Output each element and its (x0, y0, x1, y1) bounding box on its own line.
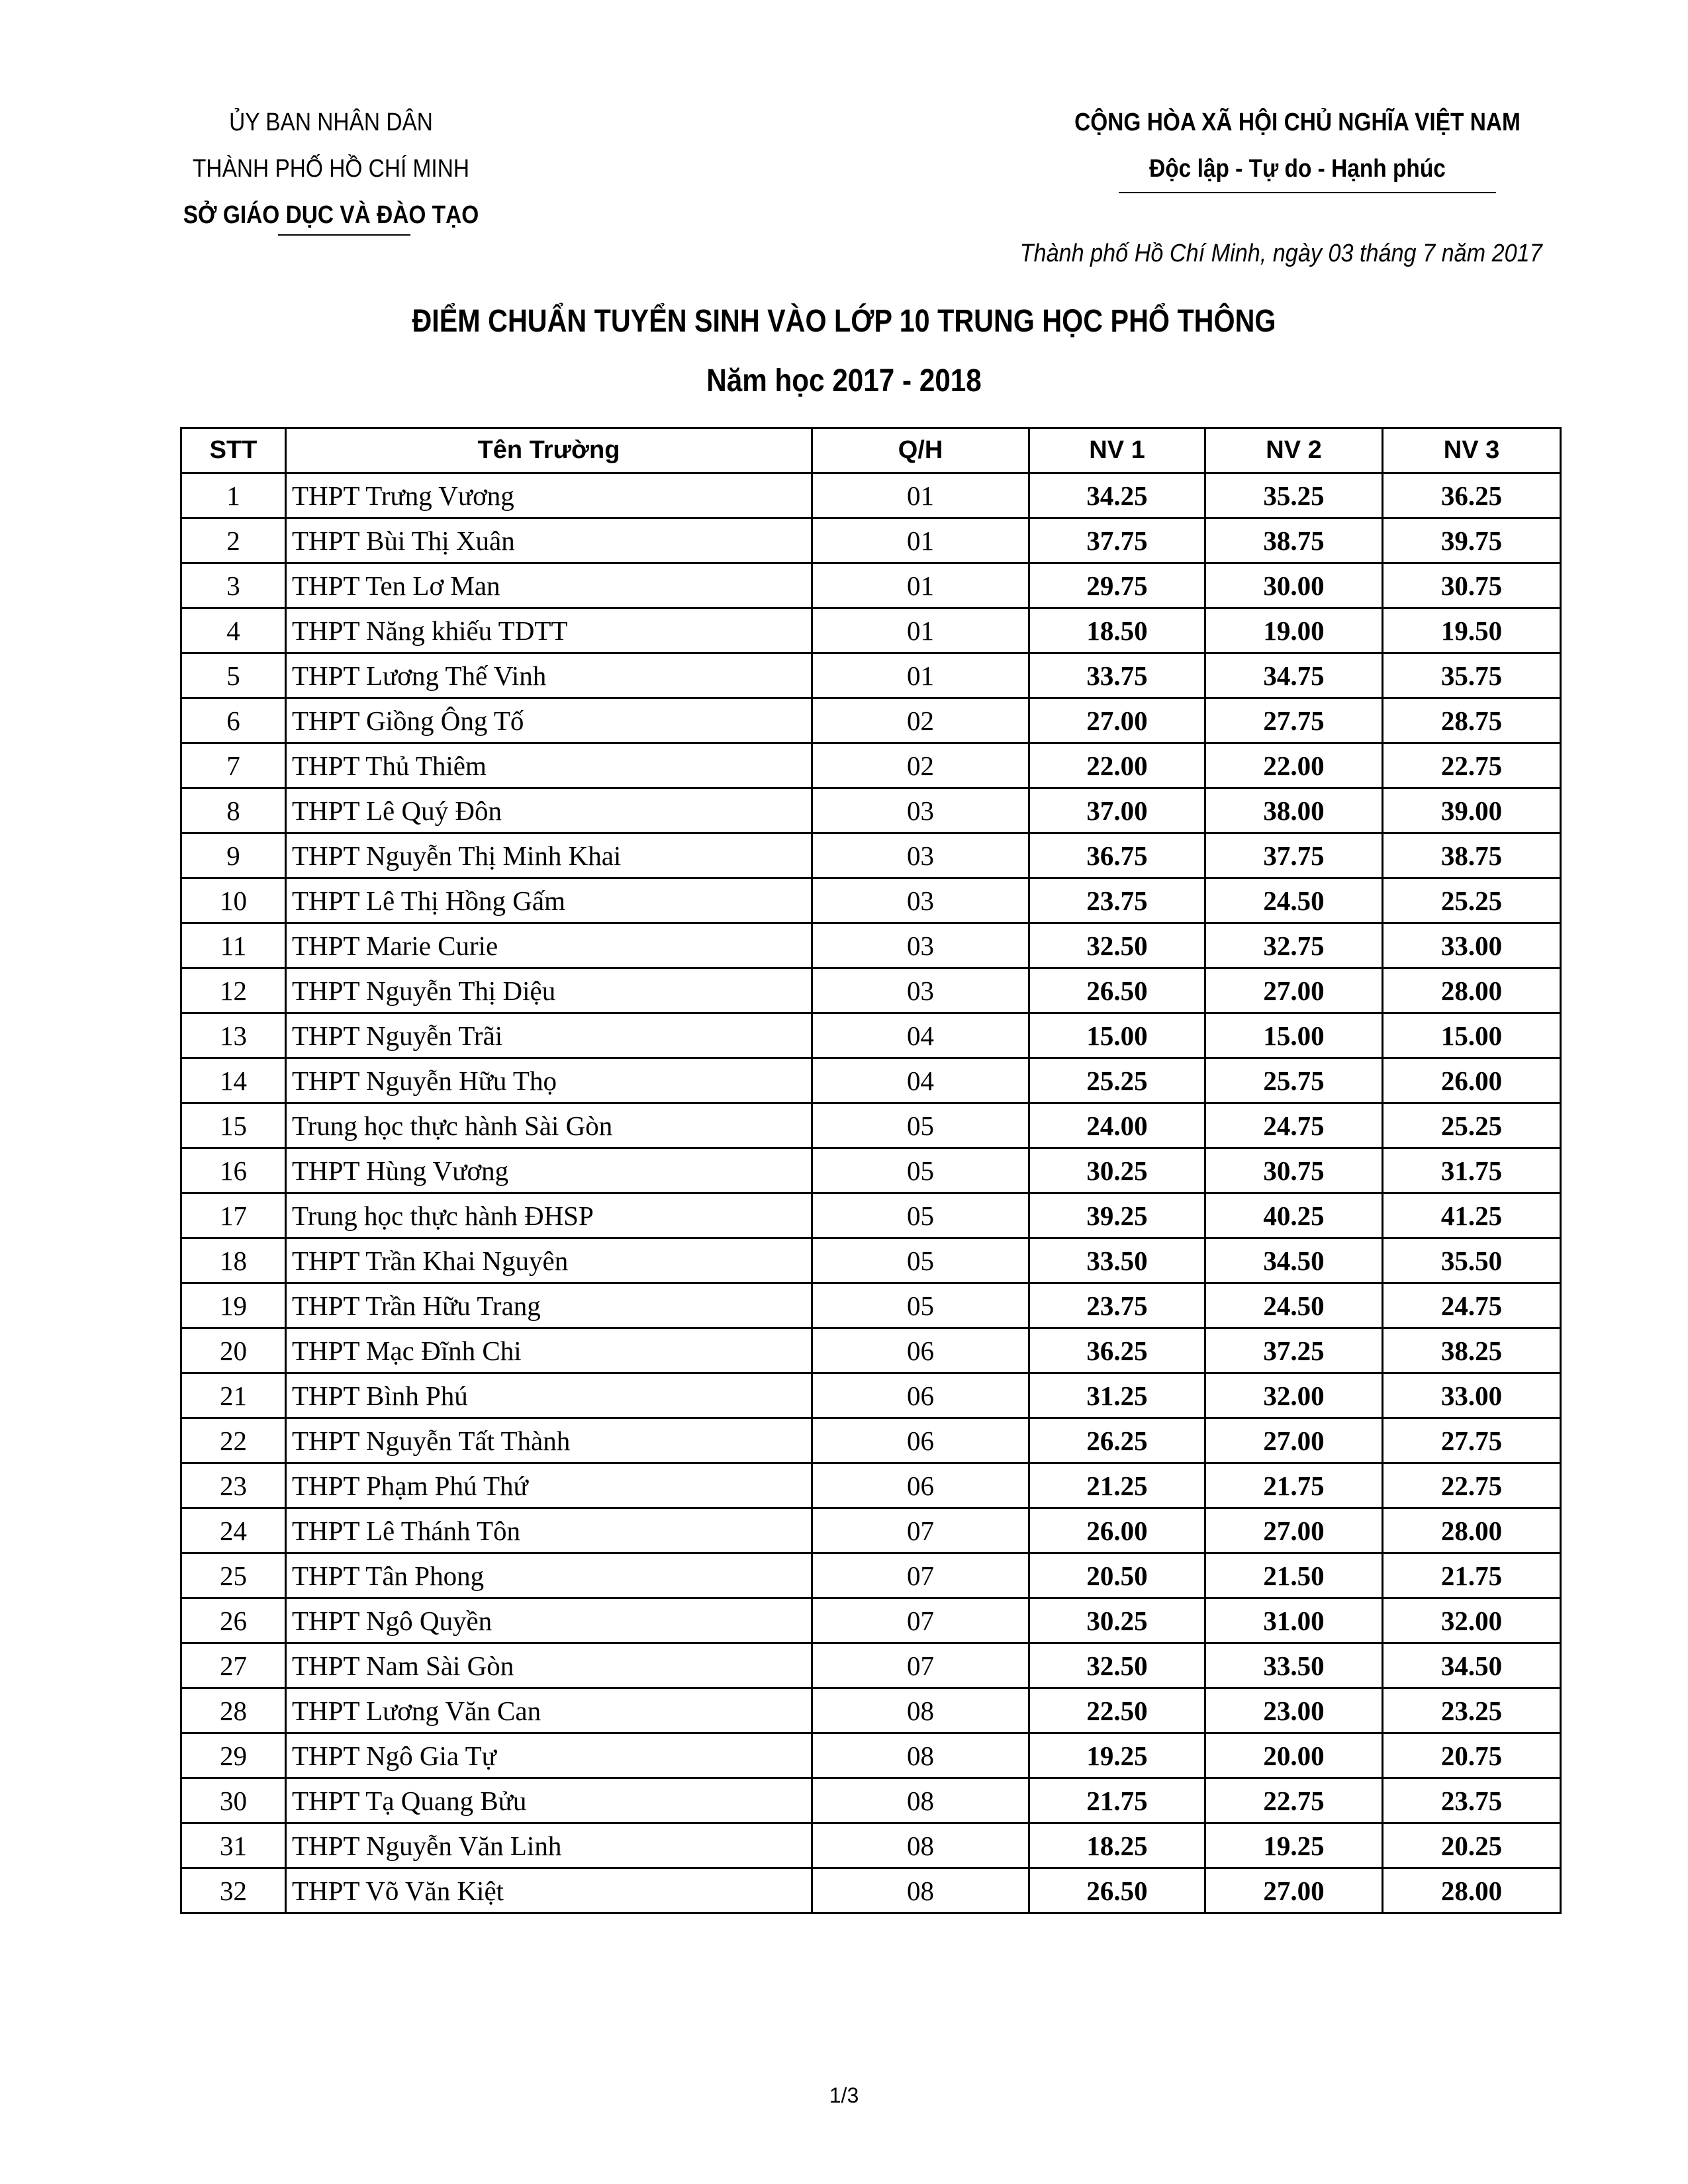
row-nv3: 33.00 (1383, 1373, 1561, 1418)
row-nv3: 38.75 (1383, 833, 1561, 878)
table-row (181, 1103, 1561, 1148)
row-stt: 31 (181, 1823, 286, 1868)
row-nv2: 31.00 (1205, 1598, 1383, 1643)
row-nv1: 30.25 (1029, 1148, 1205, 1193)
authority-line-1: ỦY BAN NHÂN DÂN (229, 109, 433, 136)
row-district: 01 (812, 563, 1029, 608)
header-nv3: NV 3 (1383, 428, 1561, 473)
row-nv2: 25.75 (1205, 1058, 1383, 1103)
row-nv1: 33.75 (1029, 653, 1205, 698)
table-row (181, 1643, 1561, 1688)
document-subtitle: Năm học 2017 - 2018 (706, 363, 982, 398)
row-nv1: 22.50 (1029, 1688, 1205, 1733)
row-nv3: 28.00 (1383, 1508, 1561, 1553)
row-district: 03 (812, 878, 1029, 923)
header-district: Q/H (812, 428, 1029, 473)
row-nv2: 15.00 (1205, 1013, 1383, 1058)
row-nv3: 32.00 (1383, 1598, 1561, 1643)
table-row (181, 1058, 1561, 1103)
row-nv1: 36.75 (1029, 833, 1205, 878)
row-nv3: 25.25 (1383, 1103, 1561, 1148)
row-nv2: 38.00 (1205, 788, 1383, 833)
row-district: 07 (812, 1643, 1029, 1688)
row-nv3: 31.75 (1383, 1148, 1561, 1193)
row-nv2: 37.25 (1205, 1328, 1383, 1373)
row-nv1: 32.50 (1029, 923, 1205, 968)
header-school-name: Tên Trường (286, 428, 812, 473)
row-nv1: 18.25 (1029, 1823, 1205, 1868)
table-row (181, 743, 1561, 788)
row-stt: 20 (181, 1328, 286, 1373)
table-row (181, 923, 1561, 968)
header-stt: STT (181, 428, 286, 473)
row-stt: 28 (181, 1688, 286, 1733)
row-nv2: 33.50 (1205, 1643, 1383, 1688)
row-nv1: 30.25 (1029, 1598, 1205, 1643)
row-nv3: 35.50 (1383, 1238, 1561, 1283)
row-nv2: 21.50 (1205, 1553, 1383, 1598)
row-district: 06 (812, 1463, 1029, 1508)
row-school-name: THPT Nguyễn Hữu Thọ (286, 1058, 812, 1103)
row-district: 01 (812, 473, 1029, 518)
table-row (181, 1508, 1561, 1553)
row-stt: 22 (181, 1418, 286, 1463)
row-school-name: THPT Giồng Ông Tố (286, 698, 812, 743)
republic-name: CỘNG HÒA XÃ HỘI CHỦ NGHĨA VIỆT NAM (1074, 109, 1521, 136)
row-nv1: 34.25 (1029, 473, 1205, 518)
table-row (181, 563, 1561, 608)
row-stt: 11 (181, 923, 286, 968)
issuing-authority (179, 99, 483, 238)
row-nv3: 28.00 (1383, 968, 1561, 1013)
table-row (181, 1688, 1561, 1733)
row-school-name: THPT Ngô Gia Tự (286, 1733, 812, 1778)
authority-underline (278, 234, 410, 236)
row-school-name: THPT Võ Văn Kiệt (286, 1868, 812, 1913)
row-district: 01 (812, 518, 1029, 563)
row-district: 04 (812, 1058, 1029, 1103)
row-nv3: 35.75 (1383, 653, 1561, 698)
row-nv3: 24.75 (1383, 1283, 1561, 1328)
row-district: 01 (812, 653, 1029, 698)
row-nv2: 32.00 (1205, 1373, 1383, 1418)
row-nv2: 27.00 (1205, 1418, 1383, 1463)
row-stt: 15 (181, 1103, 286, 1148)
row-nv3: 28.00 (1383, 1868, 1561, 1913)
row-district: 03 (812, 833, 1029, 878)
row-stt: 25 (181, 1553, 286, 1598)
row-stt: 13 (181, 1013, 286, 1058)
row-nv1: 20.50 (1029, 1553, 1205, 1598)
row-district: 04 (812, 1013, 1029, 1058)
authority-line-2: THÀNH PHỐ HỒ CHÍ MINH (193, 155, 469, 183)
row-district: 05 (812, 1193, 1029, 1238)
row-district: 02 (812, 698, 1029, 743)
row-nv2: 40.25 (1205, 1193, 1383, 1238)
row-nv3: 20.75 (1383, 1733, 1561, 1778)
admission-scores-table (180, 427, 1562, 1914)
row-district: 05 (812, 1238, 1029, 1283)
table-header-row (181, 428, 1561, 473)
row-stt: 23 (181, 1463, 286, 1508)
row-school-name: THPT Nguyễn Thị Minh Khai (286, 833, 812, 878)
table-row (181, 1418, 1561, 1463)
row-nv3: 41.25 (1383, 1193, 1561, 1238)
row-nv1: 29.75 (1029, 563, 1205, 608)
row-district: 06 (812, 1418, 1029, 1463)
row-stt: 16 (181, 1148, 286, 1193)
row-nv3: 25.25 (1383, 878, 1561, 923)
document-date: Thành phố Hồ Chí Minh, ngày 03 tháng 7 năm 2017 (1019, 240, 1542, 267)
row-nv2: 27.75 (1205, 698, 1383, 743)
row-school-name: THPT Nam Sài Gòn (286, 1643, 812, 1688)
table-row (181, 1283, 1561, 1328)
row-nv2: 24.75 (1205, 1103, 1383, 1148)
row-nv2: 23.00 (1205, 1688, 1383, 1733)
row-school-name: THPT Nguyễn Trãi (286, 1013, 812, 1058)
row-district: 07 (812, 1553, 1029, 1598)
row-district: 08 (812, 1778, 1029, 1823)
row-district: 02 (812, 743, 1029, 788)
row-district: 03 (812, 968, 1029, 1013)
row-nv3: 36.25 (1383, 473, 1561, 518)
row-nv2: 27.00 (1205, 968, 1383, 1013)
row-school-name: THPT Lê Thị Hồng Gấm (286, 878, 812, 923)
table-row (181, 833, 1561, 878)
row-stt: 7 (181, 743, 286, 788)
row-nv1: 19.25 (1029, 1733, 1205, 1778)
row-nv3: 27.75 (1383, 1418, 1561, 1463)
row-school-name: THPT Nguyễn Tất Thành (286, 1418, 812, 1463)
row-school-name: THPT Nguyễn Văn Linh (286, 1823, 812, 1868)
row-nv2: 37.75 (1205, 833, 1383, 878)
row-nv1: 37.75 (1029, 518, 1205, 563)
row-nv1: 39.25 (1029, 1193, 1205, 1238)
authority-department: SỞ GIÁO DỤC VÀ ĐÀO TẠO (183, 201, 479, 229)
row-stt: 8 (181, 788, 286, 833)
row-district: 08 (812, 1868, 1029, 1913)
row-stt: 18 (181, 1238, 286, 1283)
row-nv1: 25.25 (1029, 1058, 1205, 1103)
row-district: 08 (812, 1733, 1029, 1778)
row-district: 08 (812, 1823, 1029, 1868)
row-nv3: 22.75 (1383, 743, 1561, 788)
header-nv1: NV 1 (1029, 428, 1205, 473)
row-nv1: 26.25 (1029, 1418, 1205, 1463)
table-row (181, 1463, 1561, 1508)
row-district: 01 (812, 608, 1029, 653)
row-district: 06 (812, 1328, 1029, 1373)
table-row (181, 608, 1561, 653)
row-district: 03 (812, 923, 1029, 968)
table-row (181, 1823, 1561, 1868)
table-row (181, 1013, 1561, 1058)
row-school-name: THPT Bùi Thị Xuân (286, 518, 812, 563)
row-district: 03 (812, 788, 1029, 833)
row-stt: 5 (181, 653, 286, 698)
row-nv2: 19.00 (1205, 608, 1383, 653)
table-row (181, 1148, 1561, 1193)
motto-underline (1119, 192, 1496, 193)
table-row (181, 653, 1561, 698)
row-nv1: 23.75 (1029, 878, 1205, 923)
row-school-name: THPT Lương Thế Vinh (286, 653, 812, 698)
row-nv3: 20.25 (1383, 1823, 1561, 1868)
row-nv1: 24.00 (1029, 1103, 1205, 1148)
row-stt: 27 (181, 1643, 286, 1688)
row-school-name: THPT Trưng Vương (286, 473, 812, 518)
row-nv2: 19.25 (1205, 1823, 1383, 1868)
row-stt: 32 (181, 1868, 286, 1913)
row-school-name: THPT Hùng Vương (286, 1148, 812, 1193)
header-nv2: NV 2 (1205, 428, 1383, 473)
row-nv1: 21.75 (1029, 1778, 1205, 1823)
row-district: 05 (812, 1103, 1029, 1148)
row-school-name: THPT Trần Hữu Trang (286, 1283, 812, 1328)
row-nv3: 39.00 (1383, 788, 1561, 833)
row-district: 08 (812, 1688, 1029, 1733)
table-row (181, 1238, 1561, 1283)
row-nv2: 21.75 (1205, 1463, 1383, 1508)
table-row (181, 473, 1561, 518)
table-row (181, 1733, 1561, 1778)
row-school-name: THPT Bình Phú (286, 1373, 812, 1418)
row-stt: 2 (181, 518, 286, 563)
row-nv1: 32.50 (1029, 1643, 1205, 1688)
row-nv1: 33.50 (1029, 1238, 1205, 1283)
row-nv1: 15.00 (1029, 1013, 1205, 1058)
table-row (181, 698, 1561, 743)
row-nv2: 30.00 (1205, 563, 1383, 608)
national-motto (1064, 99, 1530, 192)
motto-line: Độc lập - Tự do - Hạnh phúc (1149, 155, 1446, 183)
row-nv1: 22.00 (1029, 743, 1205, 788)
row-school-name: THPT Trần Khai Nguyên (286, 1238, 812, 1283)
row-district: 07 (812, 1508, 1029, 1553)
row-stt: 10 (181, 878, 286, 923)
row-nv2: 34.50 (1205, 1238, 1383, 1283)
table-row (181, 788, 1561, 833)
row-district: 05 (812, 1148, 1029, 1193)
row-school-name: Trung học thực hành Sài Gòn (286, 1103, 812, 1148)
row-stt: 1 (181, 473, 286, 518)
row-nv3: 30.75 (1383, 563, 1561, 608)
row-nv2: 24.50 (1205, 1283, 1383, 1328)
row-nv1: 26.50 (1029, 1868, 1205, 1913)
row-district: 07 (812, 1598, 1029, 1643)
row-nv1: 23.75 (1029, 1283, 1205, 1328)
row-nv3: 15.00 (1383, 1013, 1561, 1058)
row-school-name: THPT Lê Quý Đôn (286, 788, 812, 833)
row-nv1: 26.00 (1029, 1508, 1205, 1553)
row-school-name: THPT Ngô Quyền (286, 1598, 812, 1643)
table-row (181, 878, 1561, 923)
table-row (181, 518, 1561, 563)
row-stt: 9 (181, 833, 286, 878)
page-number: 1/3 (829, 2083, 859, 2107)
row-stt: 21 (181, 1373, 286, 1418)
row-school-name: THPT Marie Curie (286, 923, 812, 968)
row-school-name: THPT Lê Thánh Tôn (286, 1508, 812, 1553)
row-nv1: 36.25 (1029, 1328, 1205, 1373)
table-row (181, 1778, 1561, 1823)
row-school-name: THPT Năng khiếu TDTT (286, 608, 812, 653)
row-school-name: THPT Thủ Thiêm (286, 743, 812, 788)
row-school-name: THPT Tân Phong (286, 1553, 812, 1598)
row-stt: 29 (181, 1733, 286, 1778)
table-row (181, 1373, 1561, 1418)
row-nv1: 31.25 (1029, 1373, 1205, 1418)
table-row (181, 1868, 1561, 1913)
row-nv2: 30.75 (1205, 1148, 1383, 1193)
row-nv2: 35.25 (1205, 473, 1383, 518)
document-title: ĐIỂM CHUẨN TUYỂN SINH VÀO LỚP 10 TRUNG HỌC PHỔ THÔNG (412, 304, 1276, 339)
row-nv1: 26.50 (1029, 968, 1205, 1013)
table-row (181, 1598, 1561, 1643)
row-nv2: 27.00 (1205, 1508, 1383, 1553)
table-row (181, 1553, 1561, 1598)
row-nv3: 19.50 (1383, 608, 1561, 653)
row-nv3: 22.75 (1383, 1463, 1561, 1508)
row-school-name: THPT Phạm Phú Thứ (286, 1463, 812, 1508)
row-school-name: THPT Ten Lơ Man (286, 563, 812, 608)
row-stt: 14 (181, 1058, 286, 1103)
table-row (181, 1193, 1561, 1238)
row-stt: 12 (181, 968, 286, 1013)
row-stt: 24 (181, 1508, 286, 1553)
row-nv2: 22.00 (1205, 743, 1383, 788)
row-stt: 4 (181, 608, 286, 653)
row-stt: 26 (181, 1598, 286, 1643)
row-district: 05 (812, 1283, 1029, 1328)
row-nv3: 23.75 (1383, 1778, 1561, 1823)
row-school-name: THPT Tạ Quang Bửu (286, 1778, 812, 1823)
row-nv3: 34.50 (1383, 1643, 1561, 1688)
row-nv2: 20.00 (1205, 1733, 1383, 1778)
row-nv3: 28.75 (1383, 698, 1561, 743)
row-nv2: 34.75 (1205, 653, 1383, 698)
row-school-name: THPT Lương Văn Can (286, 1688, 812, 1733)
row-nv2: 22.75 (1205, 1778, 1383, 1823)
row-nv3: 21.75 (1383, 1553, 1561, 1598)
row-school-name: THPT Mạc Đĩnh Chi (286, 1328, 812, 1373)
row-nv2: 24.50 (1205, 878, 1383, 923)
row-nv1: 27.00 (1029, 698, 1205, 743)
row-school-name: THPT Nguyễn Thị Diệu (286, 968, 812, 1013)
row-nv3: 39.75 (1383, 518, 1561, 563)
table-row (181, 968, 1561, 1013)
row-nv1: 21.25 (1029, 1463, 1205, 1508)
row-nv3: 38.25 (1383, 1328, 1561, 1373)
row-stt: 17 (181, 1193, 286, 1238)
row-nv3: 23.25 (1383, 1688, 1561, 1733)
row-nv2: 32.75 (1205, 923, 1383, 968)
row-nv1: 18.50 (1029, 608, 1205, 653)
row-stt: 19 (181, 1283, 286, 1328)
row-nv2: 27.00 (1205, 1868, 1383, 1913)
row-nv3: 26.00 (1383, 1058, 1561, 1103)
row-stt: 6 (181, 698, 286, 743)
row-stt: 3 (181, 563, 286, 608)
row-stt: 30 (181, 1778, 286, 1823)
row-nv1: 37.00 (1029, 788, 1205, 833)
row-nv2: 38.75 (1205, 518, 1383, 563)
row-district: 06 (812, 1373, 1029, 1418)
row-nv3: 33.00 (1383, 923, 1561, 968)
table-row (181, 1328, 1561, 1373)
row-school-name: Trung học thực hành ĐHSP (286, 1193, 812, 1238)
